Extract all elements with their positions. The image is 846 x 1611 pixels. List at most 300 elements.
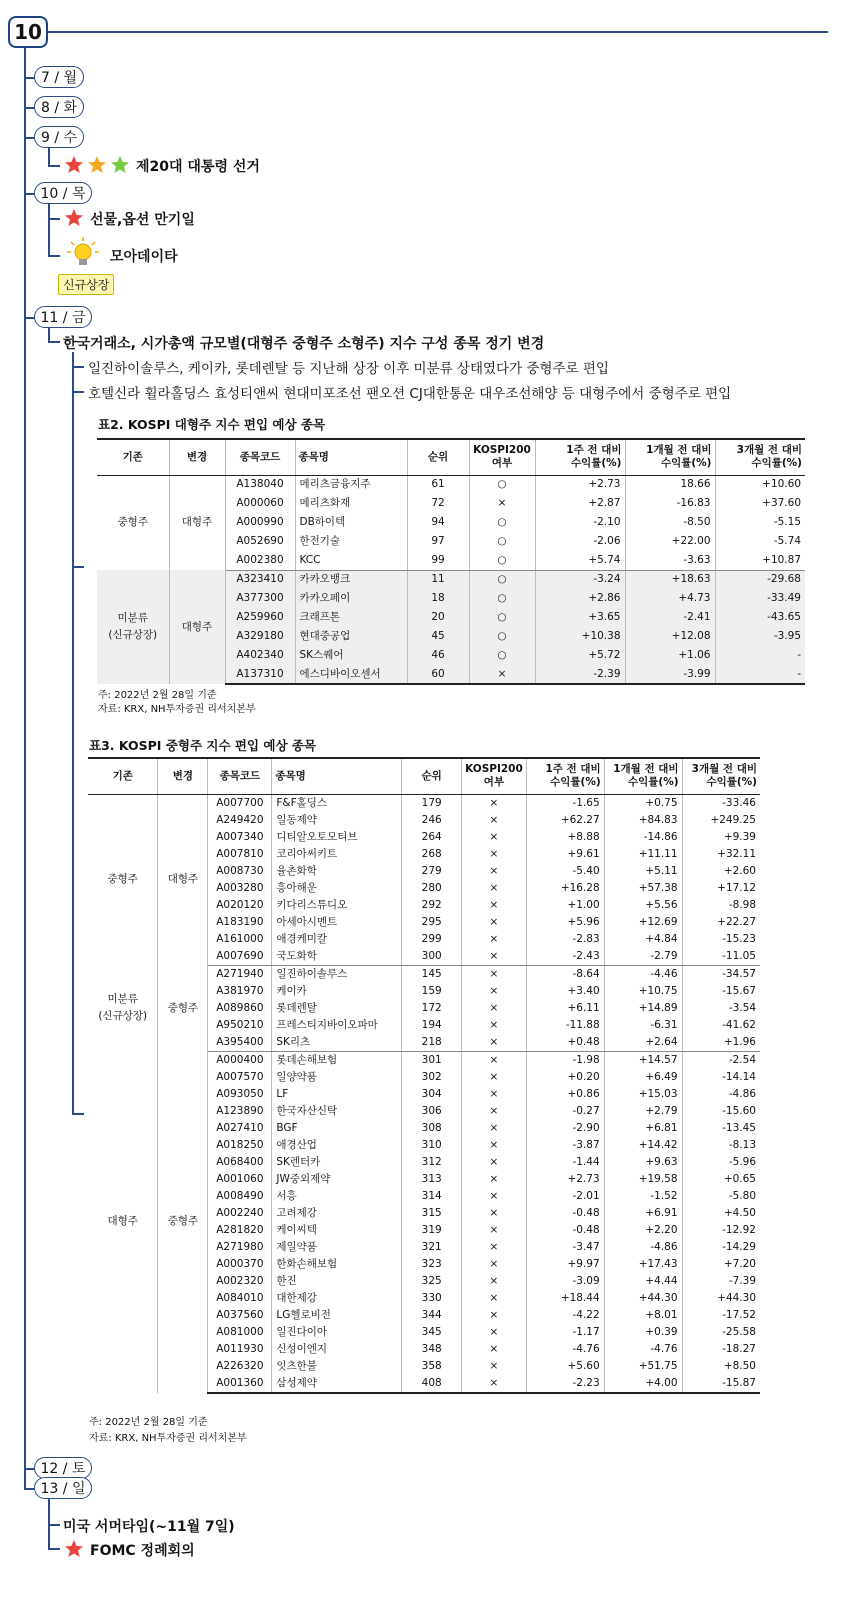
cell-kospi200: ×	[462, 880, 527, 897]
cell-1w: +8.88	[526, 829, 604, 846]
event-krx-rebalance: 한국거래소, 시가총액 규모별(대형주 중형주 소형주) 지수 구성 종목 정기 변경	[63, 336, 545, 352]
cell-name: 한화손해보험	[272, 1256, 402, 1273]
cell-1w: +10.38	[535, 627, 625, 646]
cell-code: A002320	[208, 1273, 272, 1290]
cell-code: A395400	[208, 1034, 272, 1052]
cell-1m: +51.75	[604, 1358, 682, 1375]
table-row	[88, 1051, 760, 1069]
cell-kospi200: ×	[462, 1256, 527, 1273]
cell-name: 흥아해운	[272, 880, 402, 897]
table3-title: 표3. KOSPI 중형주 지수 편입 예상 종목	[89, 738, 317, 753]
header-rule	[48, 31, 828, 33]
cell-3m: -33.49	[715, 589, 805, 608]
cell-1m: -14.86	[604, 829, 682, 846]
cell-kospi200: ×	[462, 1069, 527, 1086]
table2-title: 표2. KOSPI 대형주 지수 편입 예상 종목	[98, 417, 326, 432]
cell-1m: -4.76	[604, 1341, 682, 1358]
cell-1m: +4.00	[604, 1375, 682, 1393]
cell-code: A323410	[225, 570, 295, 589]
cell-name: 애경산업	[272, 1137, 402, 1154]
cell-1w: +0.86	[526, 1086, 604, 1103]
cell-name: LF	[272, 1086, 402, 1103]
cell-kospi200: ○	[469, 646, 535, 665]
cell-rank: 279	[402, 863, 462, 880]
cell-rank: 325	[402, 1273, 462, 1290]
cell-kospi200: ×	[462, 1120, 527, 1137]
cell-name: 애경케미칼	[272, 931, 402, 948]
cell-1m: +12.69	[604, 914, 682, 931]
cell-1w: +5.96	[526, 914, 604, 931]
cell-kospi200: ×	[469, 665, 535, 684]
cell-1m: -8.50	[625, 513, 715, 532]
cell-3m: +10.60	[762, 478, 801, 491]
cell-code: A281820	[208, 1222, 272, 1239]
cell-1m: +4.44	[604, 1273, 682, 1290]
cell-1w: +6.11	[526, 1000, 604, 1017]
cell-3m: -8.13	[728, 1138, 756, 1151]
cell-kospi200: ×	[462, 1188, 527, 1205]
cell-name: SK리츠	[272, 1034, 402, 1052]
cell-code: A007690	[208, 948, 272, 966]
day-10: 10 / 목	[34, 182, 92, 204]
cell-rank: 268	[402, 846, 462, 863]
cell-code: A089860	[208, 1000, 272, 1017]
cell-3m: -5.80	[728, 1189, 756, 1202]
cell-kospi200: ×	[462, 1307, 527, 1324]
cell-code: A000990	[225, 513, 295, 532]
table2-note: 주: 2022년 2월 28일 기준	[98, 690, 217, 701]
cell-1w: +3.65	[535, 608, 625, 627]
cell-3m: +249.25	[710, 813, 756, 826]
cell-1m: -2.41	[625, 608, 715, 627]
cell-name: 율촌화학	[272, 863, 402, 880]
cell-rank: 321	[402, 1239, 462, 1256]
cell-3m: -34.57	[722, 967, 756, 980]
col-1m: 1개월 전 대비 수익률(%)	[625, 439, 715, 475]
cell-3m: -5.74	[773, 535, 801, 547]
cell-kospi200: ○	[469, 589, 535, 608]
cell-code: A271980	[208, 1239, 272, 1256]
orange-star-icon	[87, 155, 107, 175]
cell-code: A007810	[208, 846, 272, 863]
cell-name: 롯데렌탈	[272, 1000, 402, 1017]
col-prev: 기존	[97, 439, 169, 475]
cell-1w: -2.90	[526, 1120, 604, 1137]
event-futures-expiry: 선물,옵션 만기일	[90, 212, 195, 228]
cell-kospi200: ×	[462, 965, 527, 983]
col-1m: 1개월 전 대비 수익률(%)	[604, 758, 682, 794]
cell-rank: 159	[402, 983, 462, 1000]
cell-name: BGF	[272, 1120, 402, 1137]
cell-3m: -17.52	[722, 1308, 756, 1321]
cell-3m: +17.12	[717, 881, 756, 894]
cell-1m: +22.00	[625, 532, 715, 551]
cell-code: A000060	[225, 494, 295, 513]
cell-code: A161000	[208, 931, 272, 948]
cell-kospi200: ×	[462, 863, 527, 880]
cell-1m: -16.83	[625, 494, 715, 513]
lightbulb-icon	[66, 236, 100, 270]
cell-1m: +0.75	[604, 794, 682, 812]
table3	[88, 757, 760, 1394]
cell-3m: -14.29	[722, 1240, 756, 1253]
cell-name: 국도화학	[272, 948, 402, 966]
cell-kospi200: ×	[462, 1051, 527, 1069]
cell-1m: +5.56	[604, 897, 682, 914]
cell-rank: 344	[402, 1307, 462, 1324]
cell-name: 아세아시멘트	[272, 914, 402, 931]
cell-rank: 46	[407, 646, 469, 665]
cell-3m: -7.39	[728, 1274, 756, 1287]
cell-kospi200: ×	[462, 1290, 527, 1307]
col-new: 변경	[158, 758, 208, 794]
cell-kospi200: ○	[469, 532, 535, 551]
cell-name: LG헬로비전	[272, 1307, 402, 1324]
cell-code: A000400	[208, 1051, 272, 1069]
cell-kospi200: ○	[469, 608, 535, 627]
cell-name: 고려제강	[272, 1205, 402, 1222]
cell-name: 현대중공업	[295, 627, 407, 646]
cell-1w: -2.06	[535, 532, 625, 551]
col-rank: 순위	[402, 758, 462, 794]
cell-1w: +9.61	[526, 846, 604, 863]
cell-1w: +0.20	[526, 1069, 604, 1086]
cell-code: A007570	[208, 1069, 272, 1086]
cell-name: 한진	[272, 1273, 402, 1290]
cell-rank: 348	[402, 1341, 462, 1358]
cell-kospi200: ×	[462, 1034, 527, 1052]
cell-kospi200: ×	[462, 948, 527, 966]
cell-rank: 179	[402, 794, 462, 812]
cell-kospi200: ×	[469, 494, 535, 513]
cell-code: A008730	[208, 863, 272, 880]
group-new: 중형주	[158, 1051, 208, 1393]
cell-code: A003280	[208, 880, 272, 897]
cell-1m: +8.01	[604, 1307, 682, 1324]
cell-1m: -1.52	[604, 1188, 682, 1205]
cell-1m: +0.39	[604, 1324, 682, 1341]
cell-1w: +2.87	[535, 494, 625, 513]
cell-3m: +1.96	[682, 1034, 760, 1052]
cell-name: SK렌터카	[272, 1154, 402, 1171]
cell-kospi200: ×	[462, 897, 527, 914]
cell-1m: +5.11	[604, 863, 682, 880]
cell-rank: 60	[407, 665, 469, 684]
cell-3m: -29.68	[715, 570, 805, 589]
cell-1w: -3.09	[526, 1273, 604, 1290]
cell-1w: -1.44	[526, 1154, 604, 1171]
cell-3m: -5.15	[773, 516, 801, 528]
cell-code: A081000	[208, 1324, 272, 1341]
cell-1w: +9.97	[526, 1256, 604, 1273]
cell-name: 롯데손해보험	[272, 1051, 402, 1069]
cell-kospi200: ○	[469, 627, 535, 646]
cell-3m: -15.60	[722, 1104, 756, 1117]
cell-code: A950210	[208, 1017, 272, 1034]
cell-name: F&F홀딩스	[272, 794, 402, 812]
cell-1w: +5.74	[535, 551, 625, 570]
cell-code: A259960	[225, 608, 295, 627]
cell-3m: -43.65	[715, 608, 805, 627]
cell-3m: +7.20	[723, 1257, 756, 1270]
cell-rank: 94	[407, 513, 469, 532]
cell-1w: -1.65	[526, 794, 604, 812]
col-rank: 순위	[407, 439, 469, 475]
cell-1w: +18.44	[526, 1290, 604, 1307]
cell-1m: +14.57	[604, 1051, 682, 1069]
group-prev: 중형주	[97, 475, 169, 570]
cell-name: 제일약품	[272, 1239, 402, 1256]
cell-code: A020120	[208, 897, 272, 914]
cell-1m: +10.75	[604, 983, 682, 1000]
month-badge: 10	[8, 16, 48, 48]
cell-rank: 292	[402, 897, 462, 914]
cell-1w: -1.98	[526, 1051, 604, 1069]
cell-code: A002240	[208, 1205, 272, 1222]
cell-name: DB하이텍	[295, 513, 407, 532]
cell-kospi200: ×	[462, 1358, 527, 1375]
cell-name: 일동제약	[272, 812, 402, 829]
cell-1m: +6.49	[604, 1069, 682, 1086]
day-12: 12 / 토	[34, 1457, 92, 1479]
col-name: 종목명	[295, 439, 407, 475]
cell-rank: 408	[402, 1375, 462, 1393]
cell-name: KCC	[295, 551, 407, 570]
cell-code: A381970	[208, 983, 272, 1000]
cell-1w: -1.17	[526, 1324, 604, 1341]
event-moadata: 모아데이타	[110, 249, 178, 265]
cell-kospi200: ○	[469, 570, 535, 589]
cell-3m: +10.87	[715, 551, 805, 570]
cell-rank: 301	[402, 1051, 462, 1069]
cell-rank: 45	[407, 627, 469, 646]
cell-name: 대한제강	[272, 1290, 402, 1307]
table-row	[97, 570, 805, 589]
cell-3m: -12.92	[722, 1223, 756, 1236]
cell-1w: -2.01	[526, 1188, 604, 1205]
cell-1m: +2.79	[604, 1103, 682, 1120]
cell-name: 한전기술	[295, 532, 407, 551]
cell-3m: +37.60	[762, 497, 801, 509]
cell-1w: +62.27	[526, 812, 604, 829]
cell-1m: +2.20	[604, 1222, 682, 1239]
cell-code: A068400	[208, 1154, 272, 1171]
cell-name: 메리츠화재	[295, 494, 407, 513]
cell-rank: 312	[402, 1154, 462, 1171]
cell-rank: 145	[402, 965, 462, 983]
cell-1w: -0.27	[526, 1103, 604, 1120]
cell-kospi200: ×	[462, 914, 527, 931]
col-1w: 1주 전 대비 수익률(%)	[535, 439, 625, 475]
cell-1w: -2.23	[526, 1375, 604, 1393]
group-new: 대형주	[158, 794, 208, 965]
cell-code: A377300	[225, 589, 295, 608]
cell-name: 코리아써키트	[272, 846, 402, 863]
cell-1m: -6.31	[604, 1017, 682, 1034]
cell-1w: -2.43	[526, 948, 604, 966]
cell-1w: +2.73	[526, 1171, 604, 1188]
red-star-icon	[64, 208, 84, 228]
group-new: 대형주	[169, 570, 225, 684]
cell-1m: +11.11	[604, 846, 682, 863]
cell-kospi200: ×	[462, 1086, 527, 1103]
cell-1m: +14.42	[604, 1137, 682, 1154]
cell-kospi200: ○	[469, 513, 535, 532]
day-13: 13 / 일	[34, 1477, 92, 1499]
cell-code: A123890	[208, 1103, 272, 1120]
cell-kospi200: ×	[462, 794, 527, 812]
cell-3m: +9.39	[723, 830, 756, 843]
cell-kospi200: ×	[462, 1341, 527, 1358]
cell-1w: -2.83	[526, 931, 604, 948]
group-prev: 미분류 (신규상장)	[97, 570, 169, 684]
cell-rank: 308	[402, 1120, 462, 1137]
cell-3m: -33.46	[722, 796, 756, 809]
cell-rank: 246	[402, 812, 462, 829]
cell-kospi200: ×	[462, 931, 527, 948]
cell-kospi200: ×	[462, 1000, 527, 1017]
group-prev: 미분류 (신규상장)	[88, 965, 158, 1051]
cell-1w: +2.86	[535, 589, 625, 608]
col-new: 변경	[169, 439, 225, 475]
cell-1w: +5.60	[526, 1358, 604, 1375]
cell-1m: +19.58	[604, 1171, 682, 1188]
cell-code: A329180	[225, 627, 295, 646]
cell-code: A084010	[208, 1290, 272, 1307]
cell-1w: -2.39	[535, 665, 625, 684]
cell-kospi200: ×	[462, 1017, 527, 1034]
cell-1w: -3.24	[535, 570, 625, 589]
cell-rank: 323	[402, 1256, 462, 1273]
cell-code: A226320	[208, 1358, 272, 1375]
cell-name: 신성이엔지	[272, 1341, 402, 1358]
col-code: 종목코드	[225, 439, 295, 475]
cell-1m: +6.91	[604, 1205, 682, 1222]
red-star-icon	[64, 1539, 84, 1559]
cell-rank: 172	[402, 1000, 462, 1017]
cell-3m: -15.23	[722, 932, 756, 945]
event-summertime: 미국 서머타임(~11월 7일)	[63, 1519, 235, 1535]
cell-name: 키다리스튜디오	[272, 897, 402, 914]
cell-rank: 306	[402, 1103, 462, 1120]
cell-1w: -11.88	[526, 1017, 604, 1034]
cell-3m: +32.11	[717, 847, 756, 860]
cell-rank: 304	[402, 1086, 462, 1103]
cell-name: 카카오뱅크	[295, 570, 407, 589]
cell-1w: -5.40	[526, 863, 604, 880]
cell-3m: +22.27	[717, 915, 756, 928]
cell-name: 크래프톤	[295, 608, 407, 627]
cell-1m: +84.83	[604, 812, 682, 829]
cell-3m: -25.58	[722, 1325, 756, 1338]
cell-code: A011930	[208, 1341, 272, 1358]
col-3m: 3개월 전 대비 수익률(%)	[682, 758, 760, 794]
cell-1m: -3.99	[625, 665, 715, 684]
cell-1m: +12.08	[625, 627, 715, 646]
cell-kospi200: ×	[462, 1239, 527, 1256]
cell-1m: +2.64	[604, 1034, 682, 1052]
cell-3m: -15.87	[682, 1375, 760, 1393]
cell-name: 서흥	[272, 1188, 402, 1205]
cell-1w: +1.00	[526, 897, 604, 914]
table3-note: 주: 2022년 2월 28일 기준	[89, 1417, 208, 1428]
cell-code: A249420	[208, 812, 272, 829]
group-new: 대형주	[169, 475, 225, 570]
cell-1w: -8.64	[526, 965, 604, 983]
cell-name: 메리츠금융지주	[295, 475, 407, 494]
cell-3m: +2.60	[723, 864, 756, 877]
cell-kospi200: ×	[462, 829, 527, 846]
cell-code: A002380	[225, 551, 295, 570]
cell-1m: +1.06	[625, 646, 715, 665]
bullet-large-to-mid: 호텔신라 휠라홀딩스 효성티앤씨 현대미포조선 팬오션 CJ대한통운 대우조선해양 등 대형주에서 중형주로 편입	[88, 386, 732, 402]
table3-source: 자료: KRX, NH투자증권 리서치본부	[89, 1433, 247, 1444]
cell-3m: -18.27	[722, 1342, 756, 1355]
cell-rank: 72	[407, 494, 469, 513]
cell-3m: +4.50	[723, 1206, 756, 1219]
cell-1m: +15.03	[604, 1086, 682, 1103]
cell-rank: 218	[402, 1034, 462, 1052]
cell-kospi200: ×	[462, 1222, 527, 1239]
cell-1m: +17.43	[604, 1256, 682, 1273]
cell-3m: -41.62	[722, 1018, 756, 1031]
red-star-icon	[64, 155, 84, 175]
cell-name: 잇츠한불	[272, 1358, 402, 1375]
cell-kospi200: ×	[462, 846, 527, 863]
cell-code: A007700	[208, 794, 272, 812]
col-1w: 1주 전 대비 수익률(%)	[526, 758, 604, 794]
cell-name: 일진다이아	[272, 1324, 402, 1341]
cell-rank: 295	[402, 914, 462, 931]
cell-code: A183190	[208, 914, 272, 931]
cell-rank: 302	[402, 1069, 462, 1086]
cell-1w: +3.40	[526, 983, 604, 1000]
group-prev: 중형주	[88, 794, 158, 965]
cell-rank: 20	[407, 608, 469, 627]
cell-1m: +44.30	[604, 1290, 682, 1307]
table2	[97, 438, 805, 685]
cell-name: 카카오페이	[295, 589, 407, 608]
day-11: 11 / 금	[34, 306, 92, 328]
cell-rank: 264	[402, 829, 462, 846]
cell-1w: -0.48	[526, 1205, 604, 1222]
cell-name: 일양약품	[272, 1069, 402, 1086]
cell-name: SK스퀘어	[295, 646, 407, 665]
cell-1m: +4.73	[625, 589, 715, 608]
event-election: 제20대 대통령 선거	[136, 159, 260, 175]
cell-code: A001360	[208, 1375, 272, 1393]
cell-1m: +57.38	[604, 880, 682, 897]
cell-rank: 18	[407, 589, 469, 608]
cell-1w: +2.73	[535, 475, 625, 494]
cell-code: A007340	[208, 829, 272, 846]
col-code: 종목코드	[208, 758, 272, 794]
cell-1w: +0.48	[526, 1034, 604, 1052]
cell-rank: 280	[402, 880, 462, 897]
cell-3m: +8.50	[723, 1359, 756, 1372]
cell-kospi200: ○	[469, 551, 535, 570]
cell-code: A271940	[208, 965, 272, 983]
cell-rank: 315	[402, 1205, 462, 1222]
cell-kospi200: ×	[462, 1154, 527, 1171]
cell-1w: -0.48	[526, 1222, 604, 1239]
cell-rank: 310	[402, 1137, 462, 1154]
event-fomc: FOMC 정례회의	[90, 1543, 195, 1559]
cell-3m: -13.45	[722, 1121, 756, 1134]
cell-3m: -5.96	[728, 1155, 756, 1168]
cell-kospi200: ×	[462, 983, 527, 1000]
cell-rank: 313	[402, 1171, 462, 1188]
